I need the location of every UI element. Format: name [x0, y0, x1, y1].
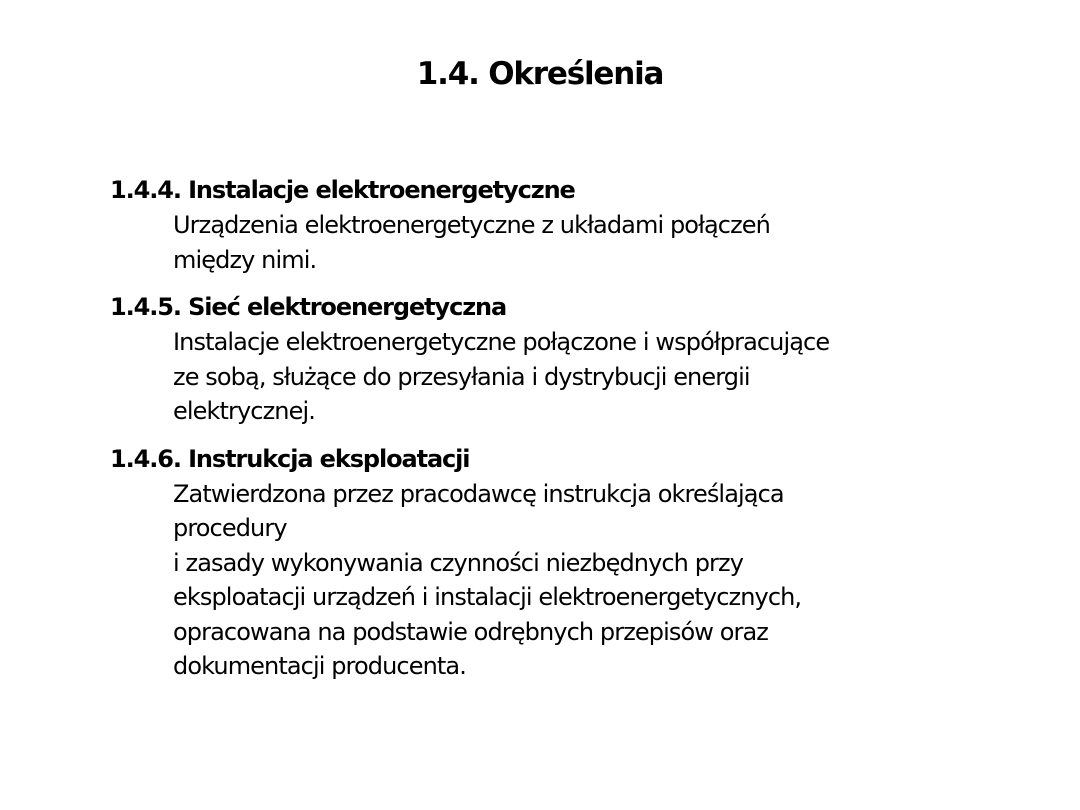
- section-text-line: eksploatacji urządzeń i instalacji elektroenergetycznych,: [173, 583, 802, 611]
- section-text-line: i zasady wykonywania czynności niezbędnych przy: [173, 548, 744, 577]
- section-text-line: Urządzenia elektroenergetyczne z układami połączeń: [173, 211, 770, 239]
- slide-title: 1.4. Określenia: [416, 56, 664, 92]
- section-text-line: między nimi.: [173, 245, 317, 274]
- section-heading: 1.4.6. Instrukcja eksploatacji: [110, 444, 470, 473]
- section-text-line: Zatwierdzona przez pracodawcę instrukcja określająca: [173, 479, 784, 508]
- section-text-line: opracowana na podstawie odrębnych przepisów oraz: [173, 617, 768, 646]
- section-text-line: procedury: [173, 514, 287, 542]
- section-heading: 1.4.4. Instalacje elektroenergetyczne: [110, 176, 575, 204]
- section-text-line: dokumentacji producenta.: [173, 652, 466, 680]
- section-text-line: Instalacje elektroenergetyczne połączone i współpracujące: [173, 328, 830, 356]
- section-text-line: elektrycznej.: [173, 397, 315, 425]
- section-1-4-6: [110, 441, 1010, 684]
- section-heading: 1.4.5. Sieć elektroenergetyczna: [110, 293, 507, 321]
- slide-content: [110, 172, 1010, 696]
- section-1-4-4: [110, 172, 1010, 277]
- section-text-line: ze sobą, służące do przesyłania i dystrybucji energii: [173, 362, 750, 391]
- section-1-4-5: [110, 289, 1010, 429]
